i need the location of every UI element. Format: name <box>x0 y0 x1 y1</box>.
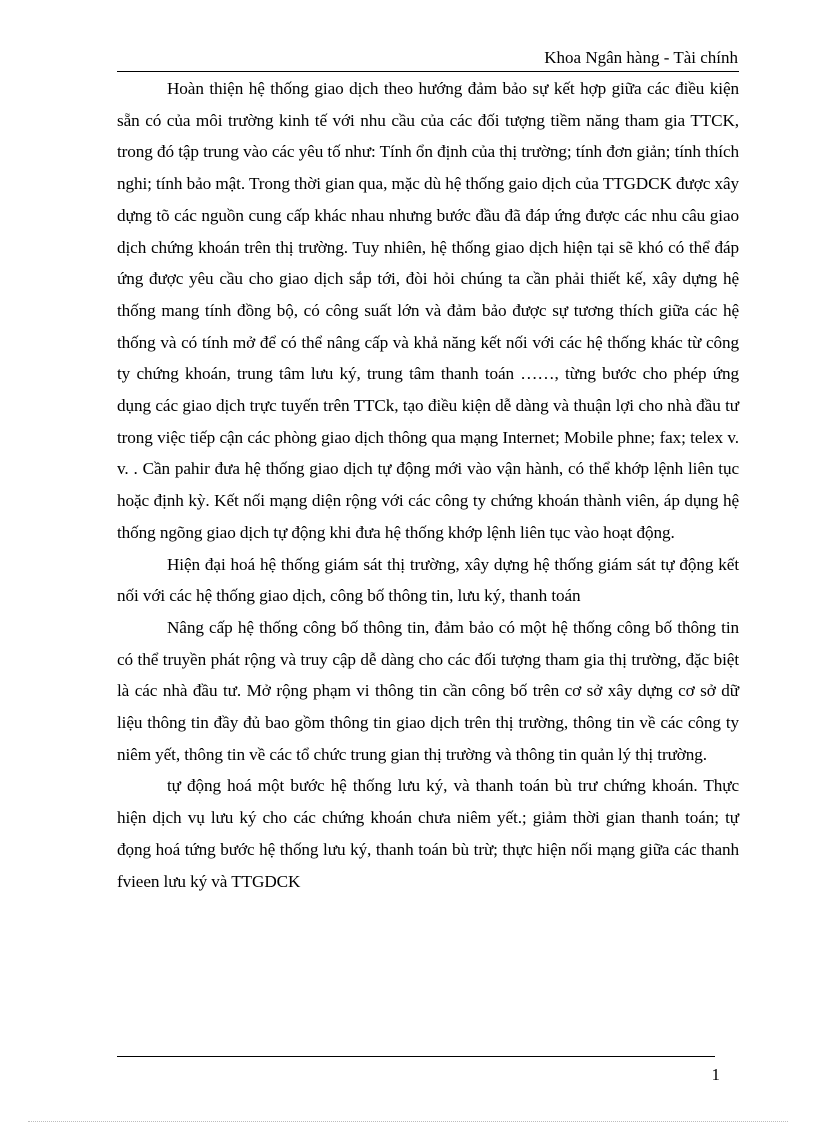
paragraph-trading-system: Hoàn thiện hệ thống giao dịch theo hướng đảm bảo sự kết hợp giữa các điều kiện sẵn có của môi trường kinh tế với nhu cầu của các đối tượng tiềm năng tham gia TTCK, trong đó tập trung vào các yêu tố như: Tính ổn định của thị trường; tính đơn giản; tính thích nghi; tính bảo mật. Trong thời gian qua, mặc dù hệ thống gaio dịch của TTGDCK được xây dựng tõ các nguồn cung cấp khác nhau nhưng bước đầu đã đáp ứng được các nhu câu giao dịch chứng khoán trên thị trường. Tuy nhiên, hệ thống giao dịch hiện tại sẽ khó có thể đáp ứng được yêu cầu cho giao dịch sắp tới, đòi hỏi chúng ta cần phải thiết kế, xây dựng hệ thống mang tính đồng bộ, có công suất lớn và đảm bảo được sự tương thích giữa các hệ thống và có tính mở để có thể nâng cấp và khả năng kết nối với các hệ thống khác từ công ty chứng khoán, trung tâm lưu ký, trung tâm thanh toán ……, từng bước cho phép ứng dụng các giao dịch trực tuyến trên TTCk, tạo điều kiện dễ dàng và thuận lợi cho nhà đầu tư trong việc tiếp cận các phòng giao dịch thông qua mạng Internet; Mobile phne; fax; telex v. v. . Cần pahir đưa hệ thống giao dịch tự động mới vào vận hành, có thể khớp lệnh liên tục hoặc định kỳ. Kết nối mạng diện rộng với các công ty chứng khoán thành viên, áp dụng hệ thống ngõng giao dịch tự động khi đưa hệ thống khớp lệnh liên tục vào hoạt động. <box>117 79 739 542</box>
document-body <box>117 73 739 897</box>
paragraph-market-surveillance: Hiện đại hoá hệ thống giám sát thị trường, xây dựng hệ thống giám sát tự động kết nối với các hệ thống giao dịch, công bố thông tin, lưu ký, thanh toán <box>117 554 739 606</box>
paragraph-depository-clearing: tự động hoá một bước hệ thống lưu ký, và thanh toán bù trư chứng khoán. Thực hiện dịch vụ lưu ký cho các chứng khoán chưa niêm yết.; giảm thời gian thanh toán; tự đọng hoá tứng bước hệ thống lưu ký, thanh toán bù trừ; thực hiện nối mạng giữa các thanh fvieen lưu ký và TTGDCK <box>117 776 739 891</box>
paragraph-information-disclosure: Nâng cấp hệ thống công bố thông tin, đảm bảo có một hệ thống công bố thông tin có thể truyền phát rộng và truy cập dễ dàng cho các đối tượng tham gia thị trường, đặc biệt là các nhà đầu tư. Mở rộng phạm vi thông tin cần công bố trên cơ sở xây dựng cơ sở dữ liệu thông tin đầy đủ bao gồm thông tin giao dịch trên thị trường, thông tin về các công ty niêm yết, thông tin về các tổ chức trung gian thị trường và thông tin quản lý thị trường. <box>117 617 739 764</box>
page-bottom-edge <box>28 1121 788 1122</box>
page-number: 1 <box>711 1065 720 1084</box>
footer-divider <box>117 1056 715 1057</box>
header-divider <box>117 71 739 72</box>
page-header-department: Khoa Ngân hàng - Tài chính <box>544 48 738 67</box>
